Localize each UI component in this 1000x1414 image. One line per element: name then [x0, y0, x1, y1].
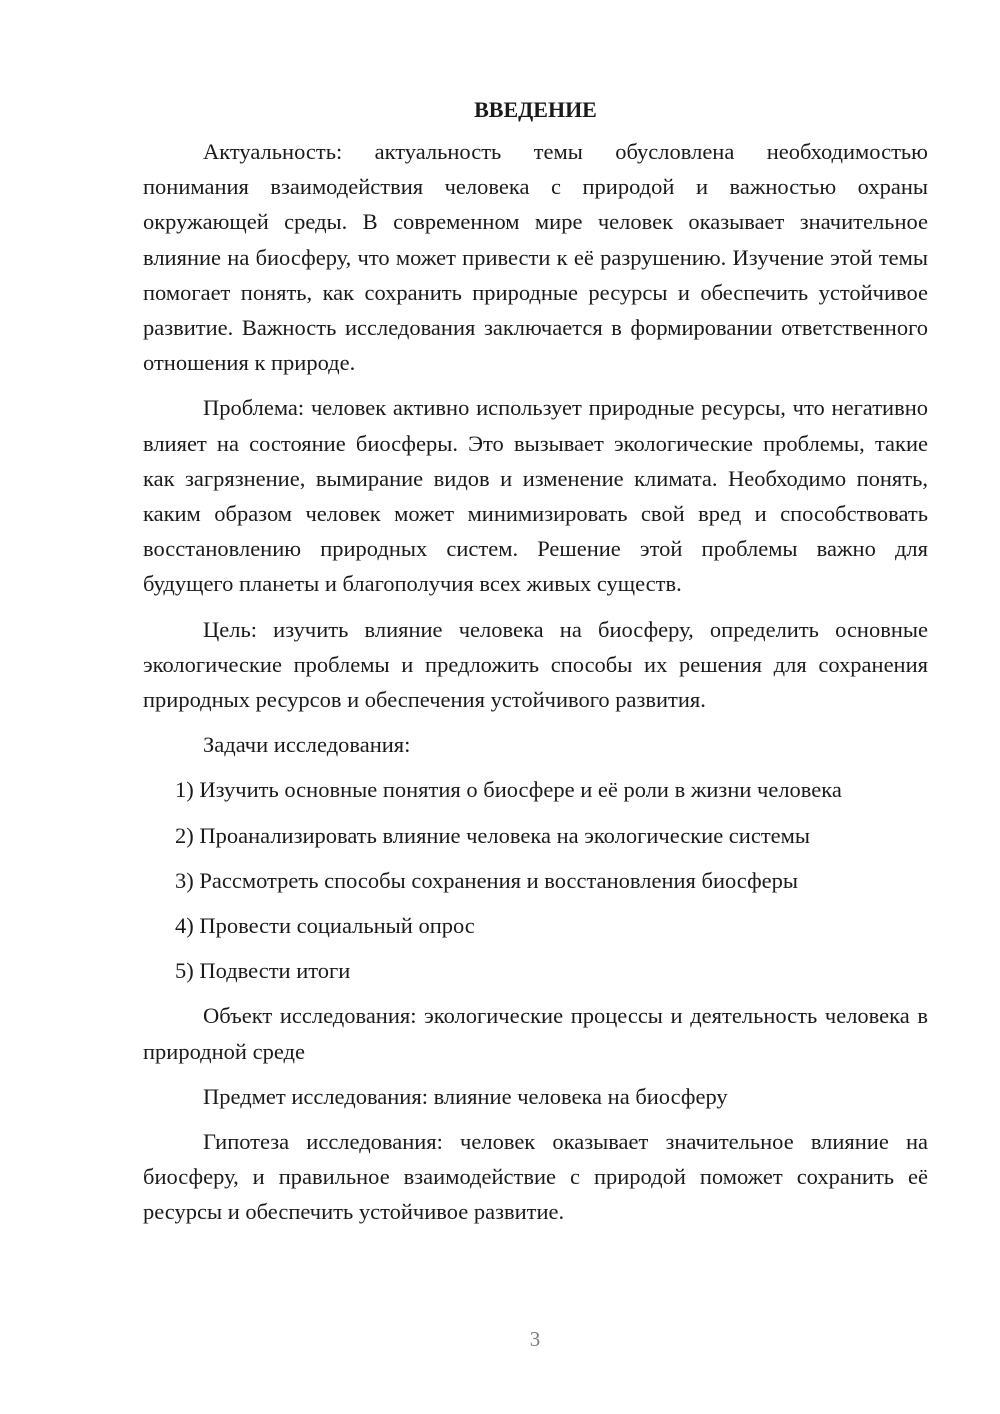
subject-paragraph: Предмет исследования: влияние человека на биосферу — [203, 1083, 728, 1109]
object-paragraph: Объект исследования: экологические процессы и деятельность человека в природной среде — [143, 1003, 928, 1064]
problem-paragraph: Проблема: человек активно использует природные ресурсы, что негативно влияет на состояние биосферы. Это вызывает экологические проблемы, такие как загрязнение, вымирание видов и изменение климата. Необходимо понять, каким образом человек может минимизировать свой вред и способствовать восстановлению природных систем. Решение этой проблемы важно для будущего планеты и благополучия всех живых существ. — [143, 395, 928, 597]
tasks-list — [143, 772, 928, 988]
list-item: 3) Рассмотреть способы сохранения и восстановления биосферы — [175, 867, 799, 893]
document-page — [143, 92, 928, 1240]
tasks-heading: Задачи исследования: — [203, 732, 411, 758]
goal-paragraph: Цель: изучить влияние человека на биосферу, определить основные экологические проблемы и предложить способы их решения для сохранения природных ресурсов и обеспечения устойчивого развития. — [143, 616, 928, 713]
hypothesis-paragraph: Гипотеза исследования: человек оказывает значительное влияние на биосферу, и правильное взаимодействие с природой поможет сохранить её ресурсы и обеспечить устойчивое развитие. — [143, 1129, 928, 1225]
page-number: 3 — [529, 1327, 541, 1351]
list-item: 5) Подвести итоги — [175, 958, 351, 984]
list-item: 4) Провести социальный опрос — [175, 913, 475, 939]
page-title: ВВЕДЕНИЕ — [474, 97, 597, 122]
list-item: 1) Изучить основные понятия о биосфере и её роли в жизни человека — [175, 777, 842, 803]
list-item: 2) Проанализировать влияние человека на экологические системы — [175, 822, 810, 848]
relevance-paragraph: Актуальность: актуальность темы обусловлена необходимостью понимания взаимодействия человека с природой и важностью охраны окружающей среды. В современном мире человек оказывает значительное влияние на биосферу, что может привести к её разрушению. Изучение этой темы помогает понять, как сохранить природные ресурсы и обеспечить устойчивое развитие. Важность исследования заключается в формировании ответственного отношения к природе. — [143, 139, 928, 376]
